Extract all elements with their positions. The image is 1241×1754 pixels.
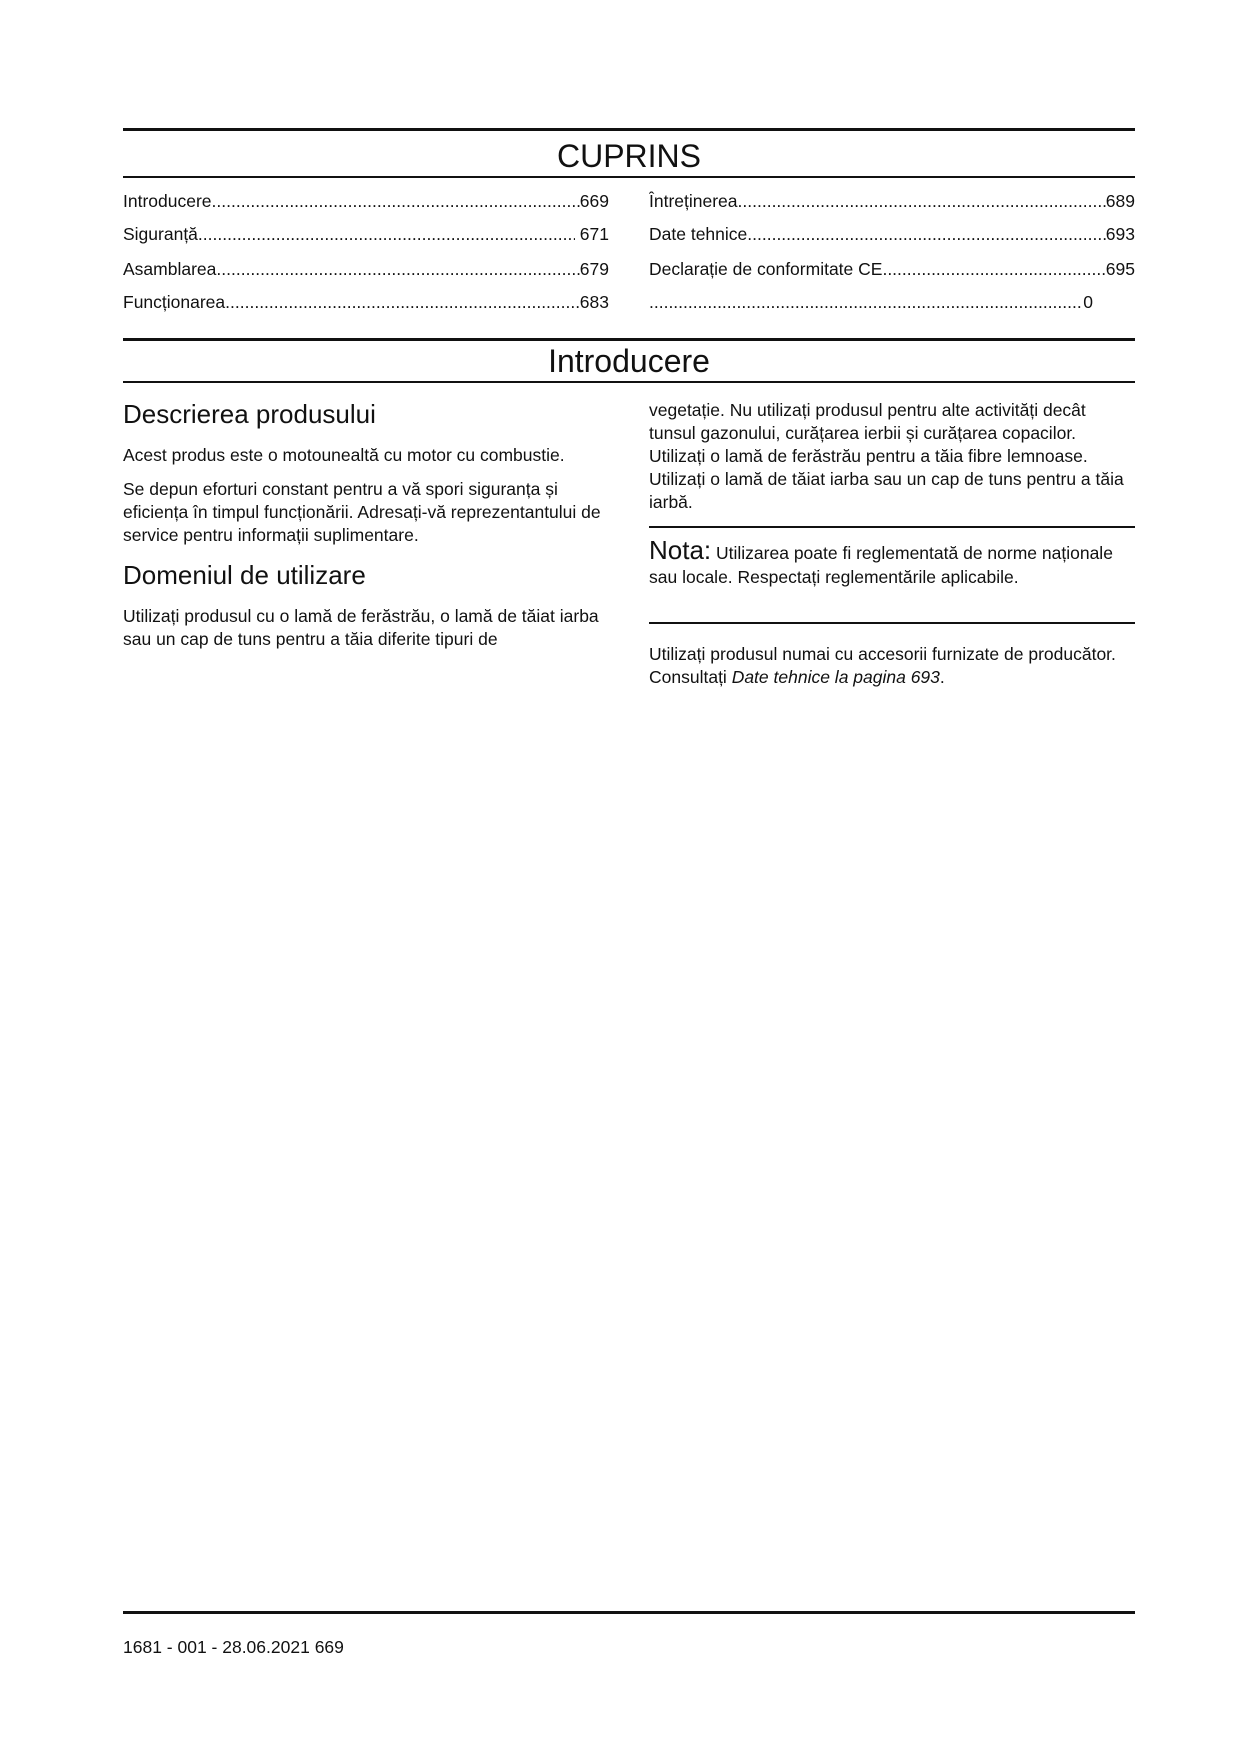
footer-rule <box>123 1611 1135 1614</box>
paragraph: Utilizați produsul cu o lamă de ferăstrău, o lamă de tăiat iarba sau un cap de tuns pentru a tăia diferite tipuri de <box>123 606 599 649</box>
toc-entry-label: Întreținerea <box>649 191 738 211</box>
toc-entry-page: 669 <box>579 191 609 211</box>
toc-entry-label: Introducere <box>123 191 212 211</box>
accessories-paragraph: Utilizați produsul numai cu accesorii furnizate de producător. Consultați Date tehnice la pagina 693. <box>649 644 1116 687</box>
accessories-text: Utilizați produsul numai cu accesorii furnizate de producător. Consultați <box>649 644 1116 687</box>
toc-title: CUPRINS <box>556 138 701 174</box>
intro-left-column <box>123 398 609 651</box>
note-label: Nota: <box>649 535 712 565</box>
intro-title: Introducere <box>548 343 710 379</box>
section-heading-descriere: Descrierea produsului <box>123 399 376 429</box>
note-top-rule <box>649 526 1135 528</box>
toc-entry[interactable] <box>649 290 1093 314</box>
toc-entry[interactable] <box>649 189 1135 213</box>
toc-entry[interactable] <box>123 222 609 246</box>
toc-entry[interactable] <box>123 257 609 281</box>
paragraph: Acest produs este o motounealtă cu motor cu combustie. <box>123 445 565 465</box>
intro-right-column <box>649 399 1135 514</box>
note-text: Utilizarea poate fi reglementată de norme naționale sau locale. Respectați reglementările aplicabile. <box>649 543 1113 587</box>
toc-entry-page: 689 <box>1105 191 1135 211</box>
paragraph: Se depun eforturi constant pentru a vă spori siguranța și eficiența în timpul funcționării. Adresați-vă reprezentantului de service pentru informații suplimentare. <box>123 479 601 545</box>
toc-entry-page: 693 <box>1105 224 1135 244</box>
section-heading-domeniul: Domeniul de utilizare <box>123 560 366 590</box>
toc-entry[interactable] <box>649 257 1135 281</box>
toc-entry[interactable] <box>123 189 609 213</box>
toc-entry-page: 695 <box>1105 259 1135 279</box>
toc-entry-label: Siguranță <box>123 224 198 244</box>
toc-entry-label: Date tehnice <box>649 224 748 244</box>
note-box <box>649 535 1135 589</box>
toc-title-rule <box>123 176 1135 178</box>
toc-top-rule <box>123 128 1135 131</box>
toc-entry[interactable] <box>123 290 609 314</box>
paragraph-continued: vegetație. Nu utilizați produsul pentru alte activități decât tunsul gazonului, curățarea ierbii și curățarea copacilor. Utilizați o lamă de ferăstrău pentru a tăia fibre lemnoase. <box>649 400 1088 466</box>
toc-entry[interactable] <box>649 222 1135 246</box>
toc-entry-page: 0 <box>1083 292 1093 312</box>
toc-entry-page: 683 <box>579 292 609 312</box>
toc-entry-label: Declarație de conformitate CE <box>649 259 883 279</box>
intro-title-rule <box>123 381 1135 383</box>
footer <box>123 1635 344 1659</box>
paragraph: Utilizați o lamă de tăiat iarba sau un cap de tuns pentru a tăia iarbă. <box>649 469 1124 512</box>
document-reference: 1681 - 001 - 28.06.2021 <box>123 1637 310 1657</box>
cross-reference-link[interactable]: Date tehnice la pagina 693 <box>731 667 940 687</box>
note-bottom-rule <box>649 622 1135 624</box>
page-number: 669 <box>314 1637 344 1657</box>
toc-entry-label: Asamblarea <box>123 259 217 279</box>
toc-entry-page: 679 <box>579 259 609 279</box>
toc-entry-page: 671 <box>574 224 609 244</box>
toc-entry-label: Funcționarea <box>123 292 226 312</box>
